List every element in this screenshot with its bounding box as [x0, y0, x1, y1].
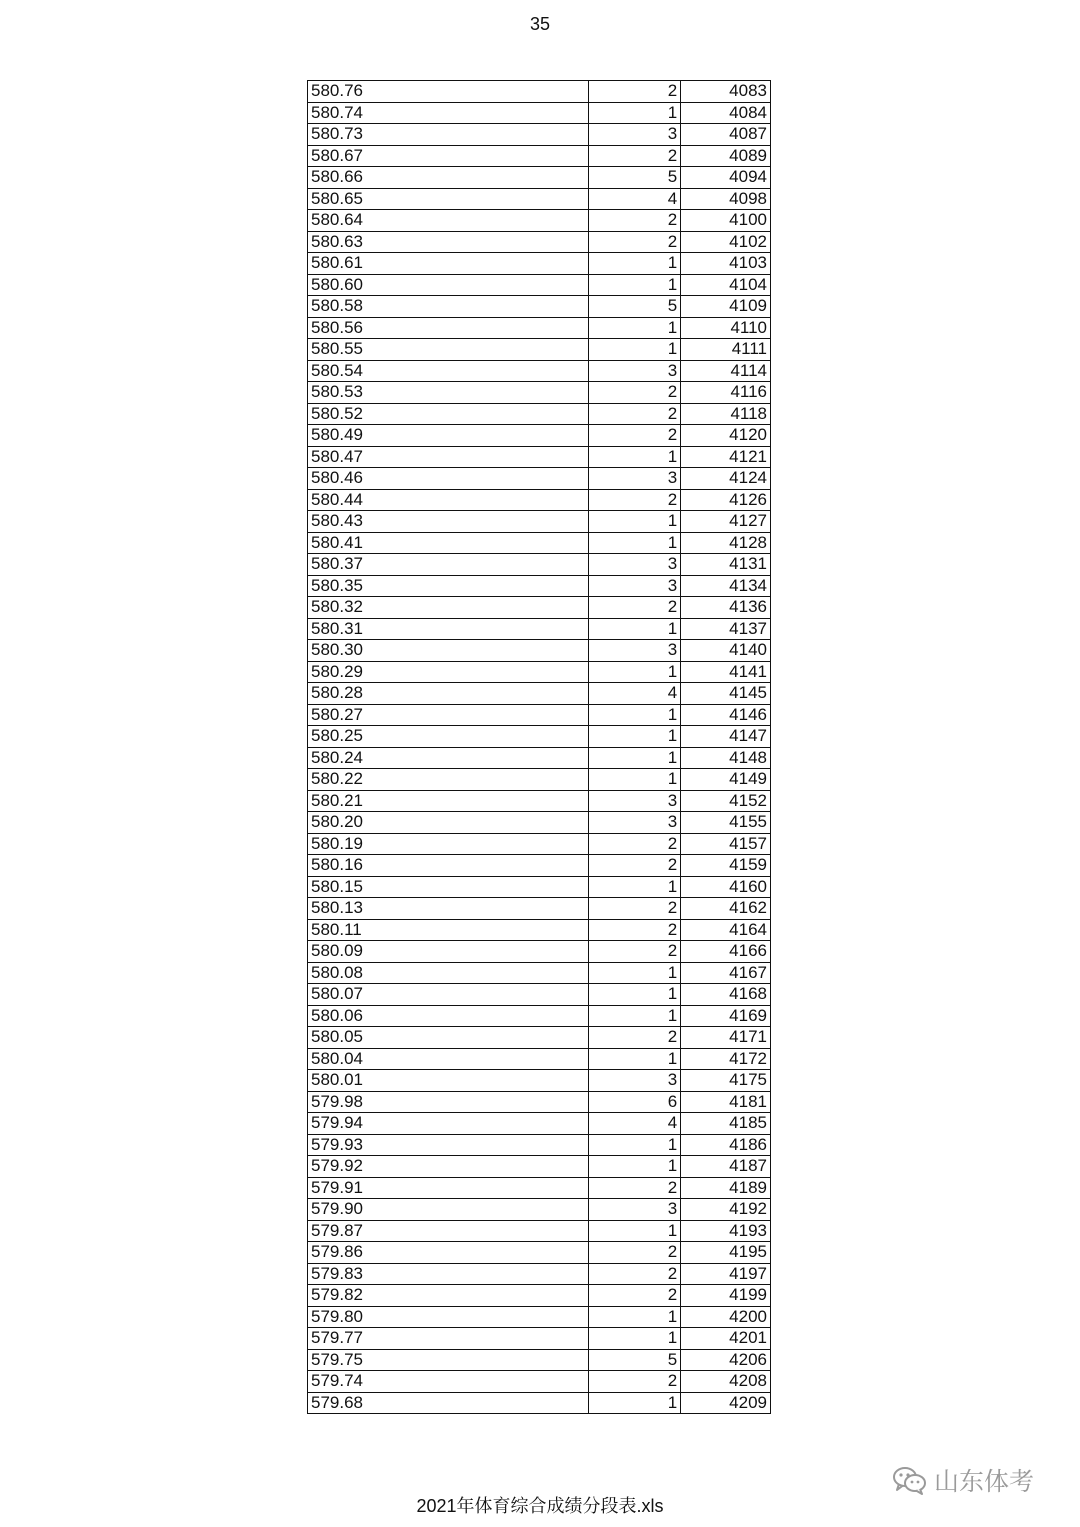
count-cell: 3: [589, 1199, 681, 1221]
table-row: [308, 1306, 771, 1328]
table-row: [308, 597, 771, 619]
cumulative-cell: 4146: [681, 704, 771, 726]
cumulative-cell: 4094: [681, 167, 771, 189]
count-cell: 1: [589, 446, 681, 468]
cumulative-cell: 4187: [681, 1156, 771, 1178]
score-cell: 580.07: [308, 984, 589, 1006]
cumulative-cell: 4103: [681, 253, 771, 275]
count-cell: 1: [589, 962, 681, 984]
table-row: [308, 210, 771, 232]
count-cell: 1: [589, 726, 681, 748]
count-cell: 2: [589, 941, 681, 963]
score-cell: 579.80: [308, 1306, 589, 1328]
score-cell: 579.93: [308, 1134, 589, 1156]
count-cell: 1: [589, 511, 681, 533]
cumulative-cell: 4168: [681, 984, 771, 1006]
table-row: [308, 231, 771, 253]
page-number: 35: [529, 14, 551, 34]
count-cell: 3: [589, 468, 681, 490]
table-row: [308, 1371, 771, 1393]
cumulative-cell: 4186: [681, 1134, 771, 1156]
score-cell: 580.13: [308, 898, 589, 920]
cumulative-cell: 4189: [681, 1177, 771, 1199]
cumulative-cell: 4197: [681, 1263, 771, 1285]
cumulative-cell: 4140: [681, 640, 771, 662]
score-cell: 580.53: [308, 382, 589, 404]
table-row: [308, 1220, 771, 1242]
cumulative-cell: 4089: [681, 145, 771, 167]
score-cell: 580.01: [308, 1070, 589, 1092]
table-row: [308, 919, 771, 941]
count-cell: 2: [589, 81, 681, 103]
cumulative-cell: 4195: [681, 1242, 771, 1264]
cumulative-cell: 4160: [681, 876, 771, 898]
count-cell: 2: [589, 425, 681, 447]
table-row: [308, 769, 771, 791]
score-cell: 580.76: [308, 81, 589, 103]
score-cell: 580.30: [308, 640, 589, 662]
cumulative-cell: 4126: [681, 489, 771, 511]
table-row: [308, 1328, 771, 1350]
count-cell: 3: [589, 575, 681, 597]
count-cell: 1: [589, 769, 681, 791]
score-cell: 580.67: [308, 145, 589, 167]
score-cell: 580.20: [308, 812, 589, 834]
count-cell: 1: [589, 532, 681, 554]
table-row: [308, 1048, 771, 1070]
cumulative-cell: 4110: [681, 317, 771, 339]
table-row: [308, 876, 771, 898]
score-cell: 580.04: [308, 1048, 589, 1070]
score-cell: 580.19: [308, 833, 589, 855]
score-cell: 579.82: [308, 1285, 589, 1307]
table-row: [308, 984, 771, 1006]
score-cell: 580.47: [308, 446, 589, 468]
count-cell: 2: [589, 489, 681, 511]
count-cell: 2: [589, 1177, 681, 1199]
cumulative-cell: 4208: [681, 1371, 771, 1393]
cumulative-cell: 4116: [681, 382, 771, 404]
cumulative-cell: 4109: [681, 296, 771, 318]
score-cell: 580.74: [308, 102, 589, 124]
score-cell: 580.46: [308, 468, 589, 490]
table-row: [308, 833, 771, 855]
cumulative-cell: 4181: [681, 1091, 771, 1113]
table-row: [308, 855, 771, 877]
table-row: [308, 1027, 771, 1049]
count-cell: 5: [589, 296, 681, 318]
count-cell: 1: [589, 317, 681, 339]
score-cell: 580.64: [308, 210, 589, 232]
score-cell: 579.92: [308, 1156, 589, 1178]
cumulative-cell: 4166: [681, 941, 771, 963]
score-cell: 580.22: [308, 769, 589, 791]
count-cell: 4: [589, 683, 681, 705]
table-row: [308, 661, 771, 683]
cumulative-cell: 4134: [681, 575, 771, 597]
cumulative-cell: 4102: [681, 231, 771, 253]
cumulative-cell: 4149: [681, 769, 771, 791]
table-row: [308, 1263, 771, 1285]
count-cell: 3: [589, 360, 681, 382]
table-row: [308, 704, 771, 726]
table-row: [308, 812, 771, 834]
score-cell: 580.05: [308, 1027, 589, 1049]
count-cell: 3: [589, 812, 681, 834]
count-cell: 1: [589, 704, 681, 726]
table-row: [308, 425, 771, 447]
score-cell: 579.86: [308, 1242, 589, 1264]
count-cell: 1: [589, 1005, 681, 1027]
cumulative-cell: 4136: [681, 597, 771, 619]
score-cell: 580.56: [308, 317, 589, 339]
count-cell: 3: [589, 554, 681, 576]
count-cell: 1: [589, 661, 681, 683]
cumulative-cell: 4145: [681, 683, 771, 705]
score-cell: 580.24: [308, 747, 589, 769]
count-cell: 2: [589, 231, 681, 253]
table-row: [308, 403, 771, 425]
table-row: [308, 1113, 771, 1135]
score-cell: 580.32: [308, 597, 589, 619]
score-cell: 579.75: [308, 1349, 589, 1371]
score-cell: 580.61: [308, 253, 589, 275]
count-cell: 1: [589, 339, 681, 361]
cumulative-cell: 4147: [681, 726, 771, 748]
count-cell: 3: [589, 1070, 681, 1092]
count-cell: 2: [589, 898, 681, 920]
count-cell: 1: [589, 747, 681, 769]
cumulative-cell: 4175: [681, 1070, 771, 1092]
cumulative-cell: 4104: [681, 274, 771, 296]
table-row: [308, 618, 771, 640]
count-cell: 1: [589, 876, 681, 898]
score-cell: 580.16: [308, 855, 589, 877]
score-cell: 580.54: [308, 360, 589, 382]
table-row: [308, 468, 771, 490]
cumulative-cell: 4169: [681, 1005, 771, 1027]
count-cell: 2: [589, 1263, 681, 1285]
score-cell: 580.52: [308, 403, 589, 425]
count-cell: 2: [589, 1371, 681, 1393]
score-cell: 579.68: [308, 1392, 589, 1414]
score-cell: 580.63: [308, 231, 589, 253]
score-cell: 580.06: [308, 1005, 589, 1027]
count-cell: 2: [589, 210, 681, 232]
cumulative-cell: 4193: [681, 1220, 771, 1242]
cumulative-cell: 4121: [681, 446, 771, 468]
count-cell: 1: [589, 984, 681, 1006]
cumulative-cell: 4157: [681, 833, 771, 855]
count-cell: 1: [589, 618, 681, 640]
count-cell: 2: [589, 1285, 681, 1307]
table-row: [308, 1285, 771, 1307]
cumulative-cell: 4199: [681, 1285, 771, 1307]
table-row: [308, 145, 771, 167]
count-cell: 2: [589, 1027, 681, 1049]
table-row: [308, 790, 771, 812]
table-row: [308, 489, 771, 511]
cumulative-cell: 4120: [681, 425, 771, 447]
score-cell: 580.41: [308, 532, 589, 554]
cumulative-cell: 4148: [681, 747, 771, 769]
cumulative-cell: 4171: [681, 1027, 771, 1049]
table-row: [308, 1177, 771, 1199]
cumulative-cell: 4155: [681, 812, 771, 834]
count-cell: 5: [589, 1349, 681, 1371]
cumulative-cell: 4164: [681, 919, 771, 941]
count-cell: 2: [589, 145, 681, 167]
score-cell: 579.83: [308, 1263, 589, 1285]
table-row: [308, 726, 771, 748]
table-row: [308, 317, 771, 339]
table-row: [308, 382, 771, 404]
score-cell: 579.74: [308, 1371, 589, 1393]
score-cell: 580.35: [308, 575, 589, 597]
score-cell: 580.60: [308, 274, 589, 296]
count-cell: 3: [589, 124, 681, 146]
table-row: [308, 747, 771, 769]
score-cell: 580.21: [308, 790, 589, 812]
table-row: [308, 511, 771, 533]
score-cell: 579.91: [308, 1177, 589, 1199]
table-row: [308, 1091, 771, 1113]
score-cell: 580.11: [308, 919, 589, 941]
table-row: [308, 296, 771, 318]
cumulative-cell: 4185: [681, 1113, 771, 1135]
cumulative-cell: 4162: [681, 898, 771, 920]
table-row: [308, 1392, 771, 1414]
wechat-icon: [892, 1465, 928, 1495]
table-row: [308, 274, 771, 296]
watermark-text: 山东体考: [934, 1468, 1035, 1496]
cumulative-cell: 4152: [681, 790, 771, 812]
cumulative-cell: 4087: [681, 124, 771, 146]
table-row: [308, 575, 771, 597]
cumulative-cell: 4124: [681, 468, 771, 490]
cumulative-cell: 4172: [681, 1048, 771, 1070]
table-row: [308, 124, 771, 146]
score-cell: 580.31: [308, 618, 589, 640]
cumulative-cell: 4137: [681, 618, 771, 640]
count-cell: 1: [589, 274, 681, 296]
count-cell: 4: [589, 188, 681, 210]
cumulative-cell: 4128: [681, 532, 771, 554]
score-cell: 580.09: [308, 941, 589, 963]
table-row: [308, 554, 771, 576]
score-cell: 580.49: [308, 425, 589, 447]
score-cell: 580.65: [308, 188, 589, 210]
table-row: [308, 640, 771, 662]
table-row: [308, 446, 771, 468]
table-row: [308, 1199, 771, 1221]
cumulative-cell: 4131: [681, 554, 771, 576]
table-row: [308, 898, 771, 920]
cumulative-cell: 4159: [681, 855, 771, 877]
count-cell: 1: [589, 1220, 681, 1242]
count-cell: 1: [589, 1156, 681, 1178]
count-cell: 3: [589, 640, 681, 662]
count-cell: 4: [589, 1113, 681, 1135]
score-cell: 580.55: [308, 339, 589, 361]
table-row: [308, 253, 771, 275]
count-cell: 3: [589, 790, 681, 812]
table-row: [308, 188, 771, 210]
cumulative-cell: 4127: [681, 511, 771, 533]
table-row: [308, 102, 771, 124]
count-cell: 1: [589, 1306, 681, 1328]
cumulative-cell: 4141: [681, 661, 771, 683]
cumulative-cell: 4206: [681, 1349, 771, 1371]
table-row: [308, 1349, 771, 1371]
score-cell: 580.66: [308, 167, 589, 189]
score-cell: 580.37: [308, 554, 589, 576]
table-row: [308, 1156, 771, 1178]
score-cell: 579.90: [308, 1199, 589, 1221]
cumulative-cell: 4100: [681, 210, 771, 232]
score-cell: 580.43: [308, 511, 589, 533]
table-row: [308, 941, 771, 963]
count-cell: 2: [589, 919, 681, 941]
cumulative-cell: 4167: [681, 962, 771, 984]
cumulative-cell: 4118: [681, 403, 771, 425]
table-row: [308, 532, 771, 554]
count-cell: 1: [589, 1328, 681, 1350]
table-row: [308, 360, 771, 382]
cumulative-cell: 4084: [681, 102, 771, 124]
score-cell: 580.28: [308, 683, 589, 705]
score-cell: 580.58: [308, 296, 589, 318]
watermark: [892, 1462, 1034, 1498]
score-cell: 579.77: [308, 1328, 589, 1350]
table-row: [308, 339, 771, 361]
score-table: [307, 80, 771, 1414]
footer-filename: 2021年体育综合成绩分段表.xls: [416, 1496, 664, 1516]
count-cell: 2: [589, 382, 681, 404]
count-cell: 1: [589, 1134, 681, 1156]
count-cell: 2: [589, 855, 681, 877]
score-cell: 580.29: [308, 661, 589, 683]
score-table-body: [308, 81, 771, 1414]
score-cell: 579.87: [308, 1220, 589, 1242]
count-cell: 2: [589, 403, 681, 425]
count-cell: 2: [589, 597, 681, 619]
table-row: [308, 683, 771, 705]
score-cell: 580.73: [308, 124, 589, 146]
cumulative-cell: 4209: [681, 1392, 771, 1414]
table-row: [308, 81, 771, 103]
cumulative-cell: 4098: [681, 188, 771, 210]
table-row: [308, 167, 771, 189]
count-cell: 1: [589, 1392, 681, 1414]
table-row: [308, 1242, 771, 1264]
cumulative-cell: 4200: [681, 1306, 771, 1328]
count-cell: 1: [589, 253, 681, 275]
count-cell: 1: [589, 102, 681, 124]
count-cell: 1: [589, 1048, 681, 1070]
score-cell: 579.98: [308, 1091, 589, 1113]
count-cell: 2: [589, 833, 681, 855]
table-row: [308, 962, 771, 984]
score-cell: 580.25: [308, 726, 589, 748]
score-cell: 580.44: [308, 489, 589, 511]
score-cell: 580.15: [308, 876, 589, 898]
cumulative-cell: 4201: [681, 1328, 771, 1350]
table-row: [308, 1134, 771, 1156]
score-cell: 580.08: [308, 962, 589, 984]
score-cell: 579.94: [308, 1113, 589, 1135]
table-row: [308, 1070, 771, 1092]
count-cell: 5: [589, 167, 681, 189]
cumulative-cell: 4114: [681, 360, 771, 382]
cumulative-cell: 4111: [681, 339, 771, 361]
count-cell: 6: [589, 1091, 681, 1113]
score-cell: 580.27: [308, 704, 589, 726]
cumulative-cell: 4083: [681, 81, 771, 103]
table-row: [308, 1005, 771, 1027]
cumulative-cell: 4192: [681, 1199, 771, 1221]
count-cell: 2: [589, 1242, 681, 1264]
